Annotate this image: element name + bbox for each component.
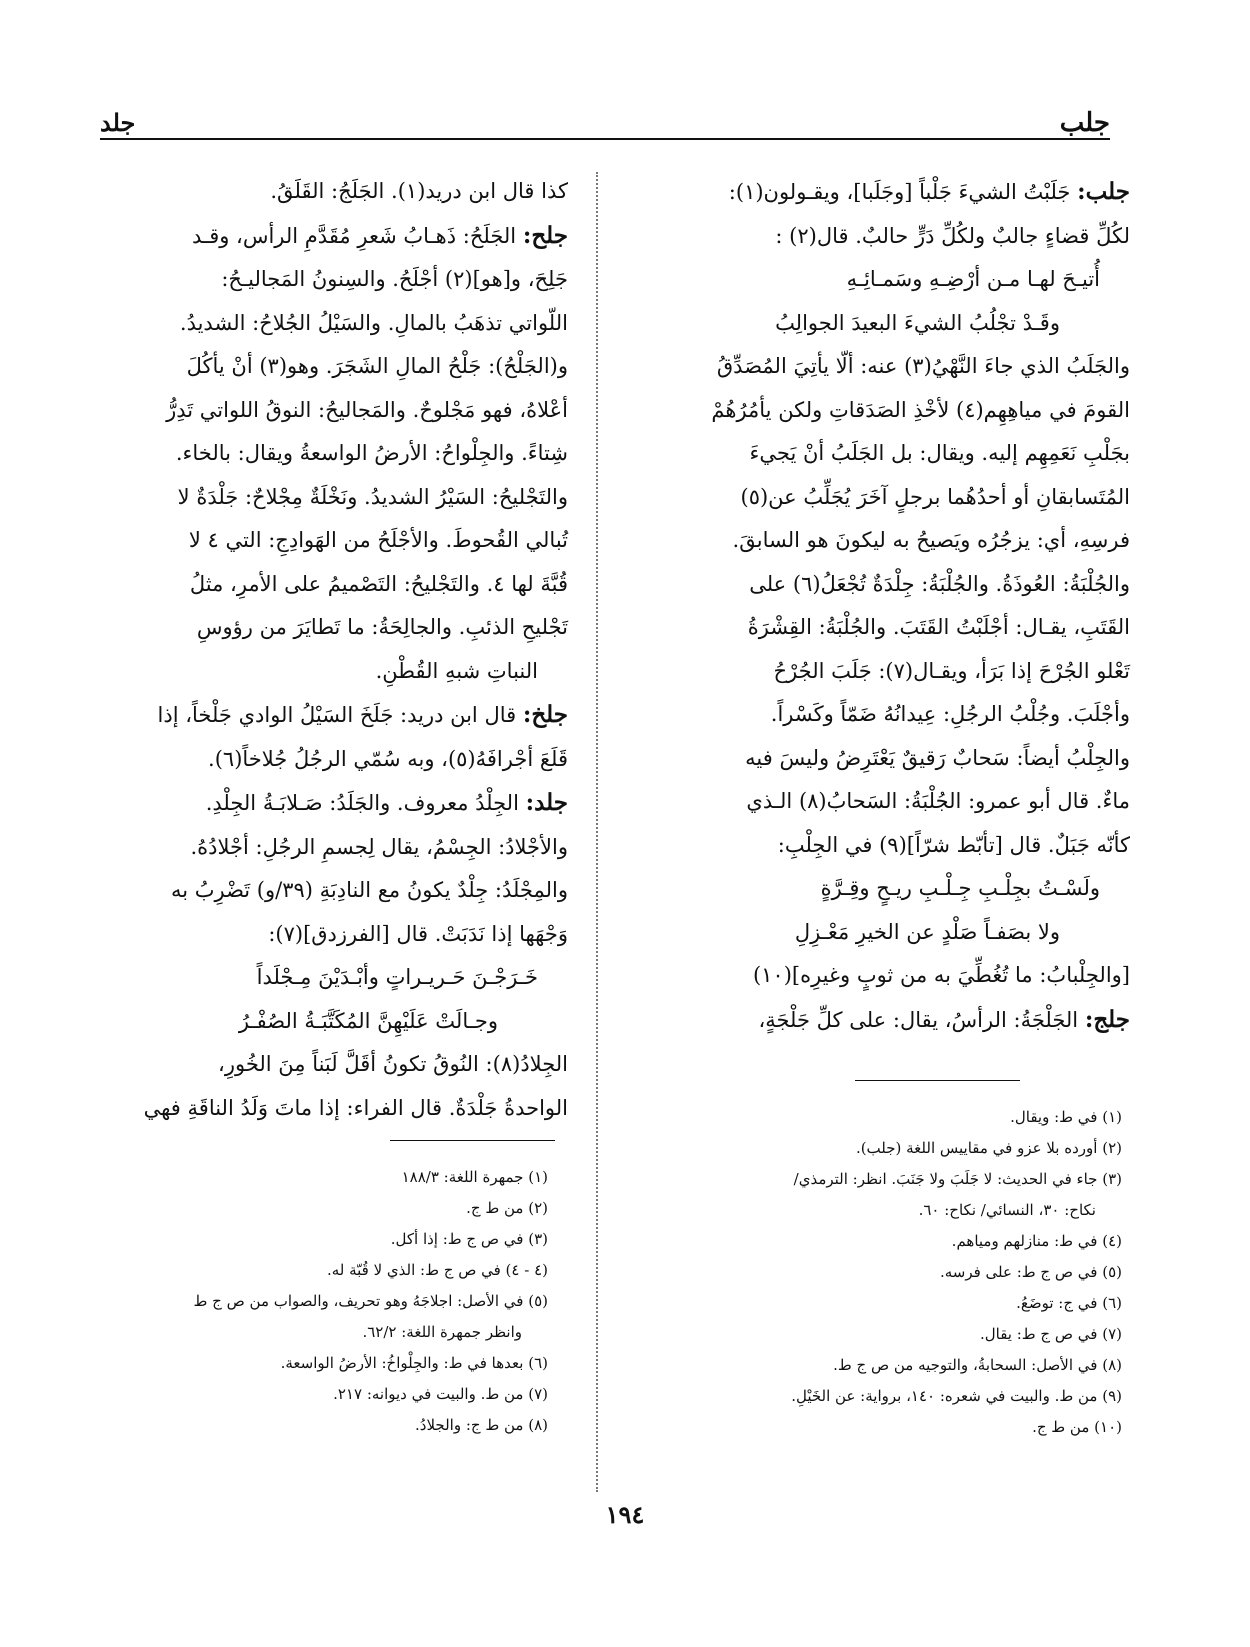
- footnote: (١) في ط: ويقال.: [1010, 1108, 1122, 1126]
- footnote: (٥) في ص ج ط: على فرسه.: [939, 1263, 1122, 1281]
- text-line: أعْلاهُ، فهو مَجْلوحٌ. والمَجاليحُ: النوقُ اللواتي تَدِرُّ: [166, 397, 568, 422]
- headword: جلخ:: [522, 701, 568, 728]
- text-line: والجِلْبُ أيضاً: سَحابٌ رَقيقٌ يَعْتَرِضُ وليسَ فيه: [745, 745, 1130, 770]
- headword: جلح:: [522, 221, 568, 249]
- text-line: و(الجَلْحُ): جَلْحُ المالِ الشَجَرَ. وهو(٣) أنْ يأكُلَ: [186, 354, 568, 378]
- text-line: والجَلَبُ الذي جاءَ النَّهْيُ(٣) عنه: ألّا يأتِيَ المُصَدِّقُ: [716, 354, 1130, 378]
- text-line: قَلَعَ أجْرافَهُ(٥)، وبه سُمّي الرجُلُ جُلاخاً(٦).: [208, 746, 568, 771]
- text-line: اللّواتي تذهَبُ بالمالِ. والسَيْلُ الجُلاحُ: الشديدُ.: [179, 310, 568, 335]
- text-line: تَعْلو الجُرْحَ إذا بَرَأ، ويقـال(٧): جَلَبَ الجُرْحُ: [773, 658, 1130, 683]
- headword: جلج:: [1084, 1005, 1130, 1033]
- verse-line: أُتيـحَ لهـا مـن أرْضِـهِ وسَمـائِـهِ: [846, 267, 1100, 291]
- text-line: قُبَّةَ لها ٤. والتَجْليحُ: التَصْميمُ على الأمرِ، مثلُ: [189, 571, 568, 596]
- footnotes-left: [108, 1162, 548, 1441]
- text-line: جلد: الجِلْدُ معروف. والجَلَدُ: صَـلابَـةُ الجِلْدِ.: [205, 789, 568, 816]
- footnote-rule-right: [855, 1080, 1020, 1081]
- footnote: (٣) في ص ج ط: إذا أكل.: [390, 1230, 548, 1248]
- text-line: الواحدةُ جَلْدَةٌ. قال الفراء: إذا ماتَ وَلَدُ الناقَةِ فهي: [143, 1095, 568, 1120]
- footnote: (٩) من ط. والبيت في شعره: ١٤٠، برواية: عن الخَيْلِ.: [791, 1387, 1122, 1405]
- text-line: [والجِلْبابُ: ما تُغُطِّيَ به من ثوبٍ وغيرِه](١٠): [752, 963, 1130, 987]
- left-column: [118, 170, 568, 1130]
- footnote: (٥) في الأصل: اجلاجَهُ وهو تحريف، والصواب من ص ج ط: [193, 1292, 548, 1310]
- page-number: ١٩٤: [605, 1500, 645, 1529]
- footnote: (١٠) من ط ج.: [1032, 1418, 1122, 1436]
- verse-line: ولَسْـتُ بجِلْـبِ جِـلْـبِ ريـحٍ وقِـرَّةٍ: [820, 876, 1100, 900]
- footnote: (٣) جاء في الحديث: لا جَلَبَ ولا جَنَبَ. انظر: الترمذي/: [793, 1170, 1122, 1188]
- header-entry-right: جلب: [1059, 108, 1110, 138]
- verse-line: وقَـدْ تجْلُبُ الشيءَ البعيدَ الجوالِبُ: [775, 310, 1060, 335]
- footnote: (٢) أورده بلا عزو في مقاييس اللغة (جلب).: [855, 1139, 1122, 1157]
- text-line: تُبالي القُحوطَ. والأجْلَحُ من الهَوادِجِ: التي ٤ لا: [188, 528, 568, 552]
- footnote-continuation: وانظر جمهرة اللغة: ٦٢/٢.: [362, 1323, 522, 1341]
- text-line: جَلِحَ، و[هو](٢) أجْلَحُ. والسِنونُ المَجاليـحُ:: [221, 267, 568, 291]
- text-line: جلج: الجَلْجَةُ: الرأسُ، يقال: على كلِّ جَلْجَةٍ،: [758, 1005, 1130, 1033]
- text-line: وأجْلَبَ. وجُلْبُ الرجُلِ: عِيدانُهُ ضَمّاً وكَسْراً.: [770, 702, 1130, 726]
- text-line: والأجْلادُ: الجِسْمُ، يقال لِجسمِ الرجُلِ: أجْلادُهُ.: [190, 834, 568, 859]
- footnote: (٦) بعدها في ط: والجِلْواخُ: الأرضُ الواسعة.: [280, 1354, 548, 1372]
- text-line: القومَ في مياهِهِم(٤) لأخْذِ الصَدَقاتِ ولكن يأمُرُهُمْ: [711, 397, 1130, 422]
- footnote: (٧) من ط. والبيت في ديوانه: ٢١٧.: [333, 1385, 548, 1403]
- headword: جلد:: [525, 789, 568, 816]
- column-divider: [596, 172, 598, 1492]
- text-line: جلخ: قال ابن دريد: جَلَخَ السَيْلُ الوادي جَلْخاً، إذا: [157, 701, 568, 728]
- text-line: كذا قال ابن دريد(١). الجَلَجُ: القَلَقُ.: [270, 179, 568, 203]
- text-line: وَجْهَها إذا نَدَبَتْ. قال [الفرزدق](٧):: [268, 921, 568, 946]
- text-line: جلب: جَلَبْتُ الشيءَ جَلْباً [وجَلَبا]، ويقـولون(١):: [728, 178, 1130, 205]
- footnote: (٤ - ٤) في ص ج ط: الذي لا قُبّة له.: [326, 1261, 548, 1279]
- text-line: القَتَبِ، يقـال: أجْلَبْتُ القَتَبَ. والجُلْبَةُ: القِشْرَةُ: [747, 615, 1130, 639]
- verse-line: ولا بصَفـاً صَلْدٍ عن الخيرِ مَعْـزِلِ: [794, 919, 1060, 944]
- footnotes-right: [682, 1102, 1122, 1443]
- header-rule: [100, 138, 1110, 140]
- headword: جلب:: [1077, 178, 1130, 205]
- text-line: والجُلْبَةُ: العُوذَةُ. والجُلْبَةُ: جِلْدَةٌ تُجْعَلُ(٦) على: [749, 571, 1130, 596]
- text-line: شِتاءً. والجِلْواحُ: الأرضُ الواسعةُ ويقال: بالخاء.: [175, 441, 568, 465]
- footnote: (٦) في ج: توضَعُ.: [1016, 1294, 1122, 1312]
- text-line: تَجْليحِ الذئبِ. والجالِحَةُ: ما تَطايَرَ من رؤوسِ: [196, 615, 568, 639]
- text-line: المُتَسابقانِ أو أحدُهُما برجلٍ آخَرَ يُجَلِّبُ عن(٥): [740, 484, 1130, 509]
- verse-line: وجـالَتْ عَلَيْهِنَّ المُكَتَّبَـةُ الصُفْـرُ: [238, 1008, 498, 1033]
- text-line: ماءٌ. قال أبو عمرو: الجُلْبَةُ: السَحابُ(٨) الـذي: [746, 789, 1130, 813]
- text-line: والتَجْليحُ: السَيْرُ الشديدُ. ونَخْلَةٌ مِجْلاحٌ: جَلْدَةٌ لا: [177, 484, 568, 509]
- text-line: لكُلِّ قضاءٍ جالبٌ ولكُلِّ دَرٍّ حالبٌ. قال(٢) :: [775, 223, 1130, 248]
- footnote: (٢) من ط ج.: [466, 1199, 548, 1217]
- text-line: كأنّه جَبَلٌ. قال [تأبّط شرّاً](٩) في الجِلْبِ:: [777, 832, 1130, 857]
- verse-line: خَـرَجْـنَ حَـريـراتٍ وأبْـدَيْنَ مِـجْلَداً: [256, 965, 538, 989]
- text-line: فرسِهِ، أي: يزجُرُه ويَصيحُ به ليكونَ هو السابقَ.: [732, 528, 1130, 552]
- footnote: (٨) في الأصل: السحابةُ، والتوجيه من ص ج ط.: [833, 1356, 1122, 1374]
- running-header: [100, 108, 1110, 140]
- text-line: والمِجْلَدُ: جِلْدٌ يكونُ مع النادِبَةِ (٣٩/و) تَضْرِبُ به: [170, 878, 568, 902]
- footnote: (٤) في ط: منازلهم ومياهم.: [951, 1232, 1122, 1250]
- text-line: جلح: الجَلَحُ: ذَهـابُ شَعرِ مُقَدَّمِ الرأس، وقـد: [192, 221, 568, 249]
- header-entry-left: جلد: [100, 108, 136, 137]
- footnote: (١) جمهرة اللغة: ١٨٨/٣: [401, 1168, 548, 1186]
- footnote-rule-left: [390, 1140, 555, 1141]
- text-line: النباتِ شبهِ القُطْنِ.: [375, 658, 538, 683]
- right-column: [675, 170, 1130, 1042]
- footnote: (٧) في ص ج ط: يقال.: [979, 1325, 1122, 1343]
- text-line: الجِلادُ(٨): النُوقُ تكونُ أقَلَّ لَبَناً مِنَ الخُورِ،: [218, 1052, 568, 1076]
- text-line: بجَلْبِ نَعَمِهِم إليه. ويقال: بل الجَلَبُ أنْ يَجيءَ: [749, 441, 1130, 465]
- footnote: (٨) من ط ج: والجلادُ.: [415, 1416, 548, 1434]
- footnote-continuation: نكاح: ٣٠، النسائي/ نكاح: ٦٠.: [918, 1201, 1096, 1219]
